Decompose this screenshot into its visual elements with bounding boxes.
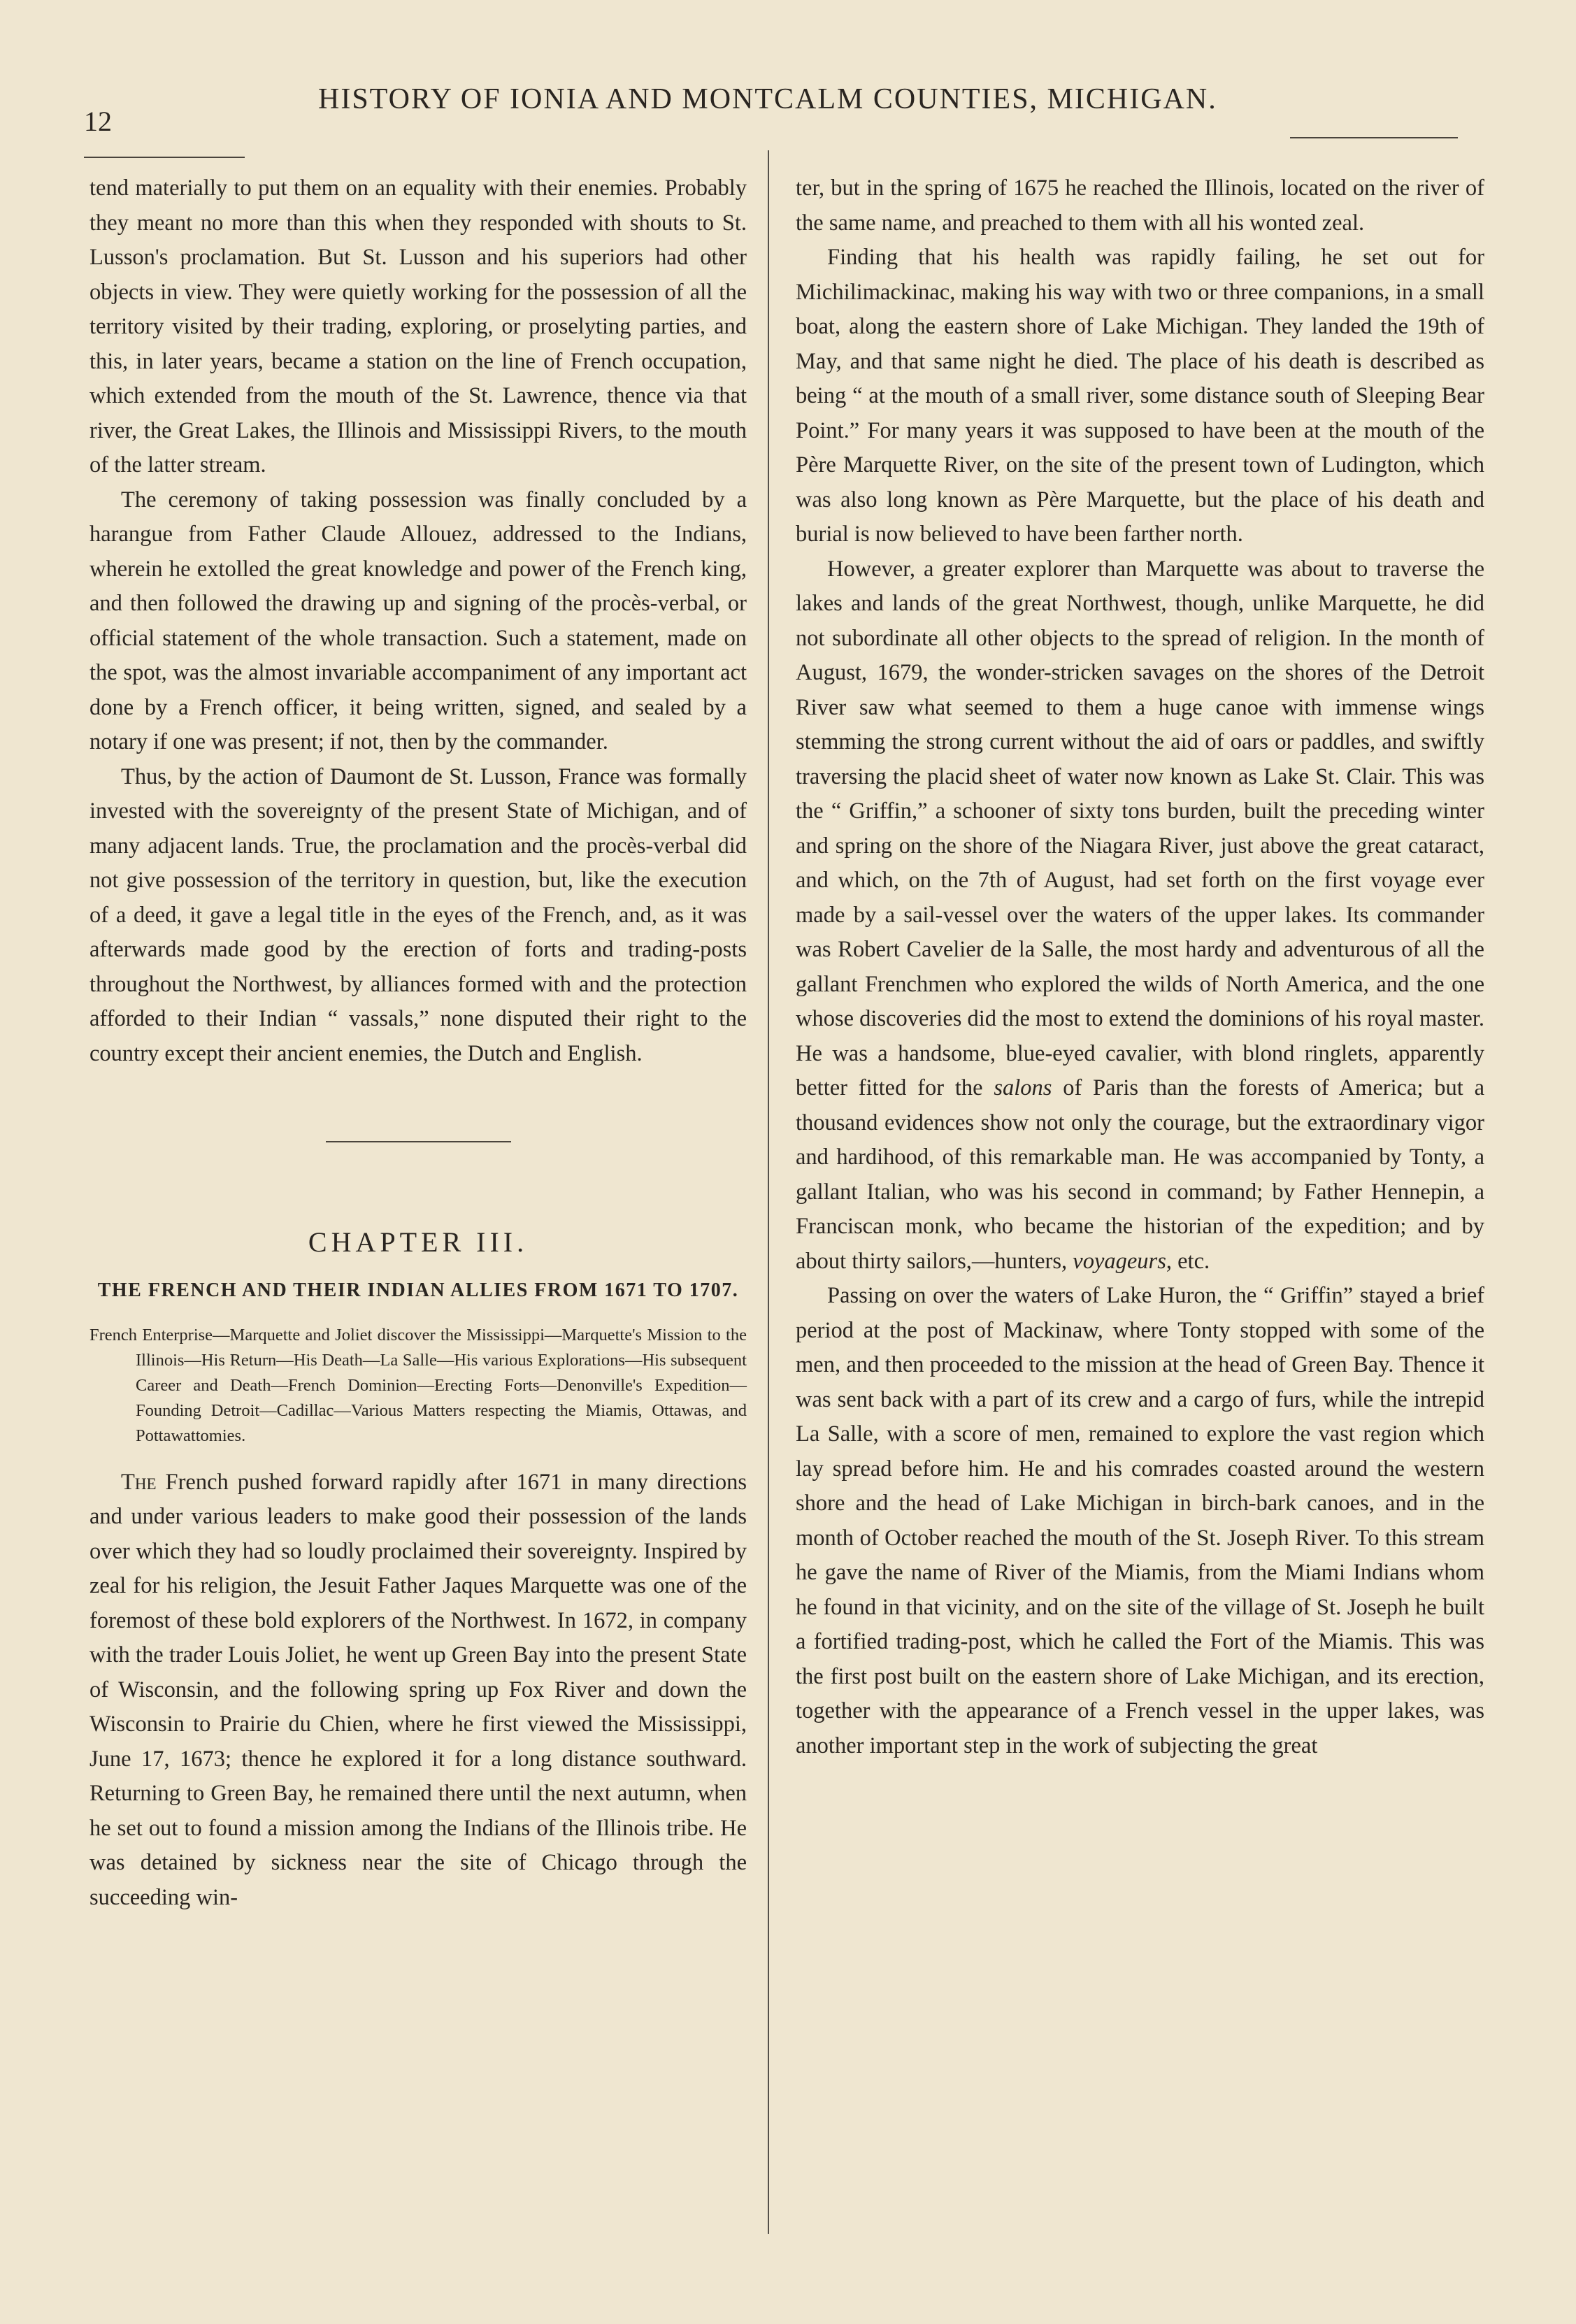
- head-rule-right: [1290, 137, 1458, 138]
- italic-term: salons: [994, 1075, 1052, 1100]
- paragraph: [89, 1465, 747, 1916]
- paragraph: [796, 552, 1484, 1279]
- italic-term: voyageurs: [1073, 1248, 1166, 1274]
- left-column: [89, 171, 747, 1915]
- paragraph: The ceremony of taking possession was finally concluded by a harangue from Father Claude Allouez, addressed to the Indians, wherein he extolled the great knowledge and power of the French king, and then followed the drawing up and signing of the procès-verbal, or official statement of the whole transaction. Such a statement, made on the spot, was the almost invariable accompaniment of any important act done by a French officer, it being written, signed, and sealed by a notary if one was present; if not, then by the commander.: [89, 487, 747, 754]
- column-divider: [768, 150, 769, 2234]
- paragraph-text: of Paris than the forests of America; but a thousand evidences show not only the courage, but the extraordinary vigor and hardihood, of this remarkable man. He was accompanied by Tonty, a gallant Italian, who was his second in command; by Father Hennepin, a Franciscan monk, who became the historian of the expedition; and by about thirty sailors,—hunters,: [796, 1075, 1485, 1274]
- chapter-subtitle: THE FRENCH AND THEIR INDIAN ALLIES FROM 1671 TO 1707.: [97, 1279, 739, 1301]
- paragraph: ter, but in the spring of 1675 he reached the Illinois, located on the river of the same name, and preached to them with all his wonted zeal.: [796, 175, 1484, 236]
- paragraph-text: However, a greater explorer than Marquette was about to traverse the lakes and lands of the great Northwest, though, unlike Marquette, he did not subordinate all other objects to the spread of religion. In the month of August, 1679, the wonder-stricken savages on the shores of the Detroit River saw what seemed to them a huge canoe with immense wings stemming the strong current without the aid of oars or paddles, and swiftly traversing the placid sheet of water now known as Lake St. Clair. This was the “ Griffin,” a schooner of sixty tons burden, built the preceding winter and spring on the shore of the Niagara River, just above the great cataract, and which, on the 7th of August, had set forth on the first voyage ever made by a sail-vessel over the waters of the upper lakes. Its commander was Robert Cavelier de la Salle, the most hardy and adventurous of all the gallant Frenchmen who explored the wilds of North America, and the one whose discoveries did the most to extend the dominions of his royal master. He was a handsome, blue-eyed cavalier, with blond ringlets, apparently better fitted for the: [796, 556, 1484, 1100]
- chapter-synopsis: French Enterprise—Marquette and Joliet discover the Mississippi—Marquette's Mission to the Illinois—His Return—His Death—La Salle—His various Explorations—His subsequent Career and Death—French Dominion—Erecting Forts—Denonville's Expedition—Founding Detroit—Cadillac—Various Matters respecting the Miamis, Ottawas, and Pottawattomies.: [89, 1325, 747, 1445]
- right-column: [796, 171, 1484, 1763]
- head-rule-left: [84, 157, 245, 158]
- section-rule: [326, 1141, 511, 1142]
- paragraph: Finding that his health was rapidly failing, he set out for Michilimackinac, making his way with two or three companions, in a small boat, along the eastern shore of Lake Michigan. They landed the 19th of May, and that same night he died. The place of his death is described as being “ at the mouth of a small river, some distance south of Sleeping Bear Point.” For many years it was supposed to have been at the mouth of the Père Marquette River, on the site of the present town of Ludington, which was also long known as Père Marquette, but the place of his death and burial is now believed to have been farther north.: [796, 245, 1484, 547]
- paragraph-text: French pushed forward rapidly after 1671 in many directions and under various leaders to make good their possession of the lands over which they had so loudly proclaimed their sovereignty. Inspired by zeal for his religion, the Jesuit Father Jaques Marquette was one of the foremost of these bold explorers of the Northwest. In 1672, in company with the trader Louis Joliet, he went up Green Bay into the present State of Wisconsin, and the following spring up Fox River and down the Wisconsin to Prairie du Chien, where he first viewed the Mississippi, June 17, 1673; thence he explored it for a long distance southward. Returning to Green Bay, he remained there until the next autumn, when he set out to found a mission among the Indians of the Illinois tribe. He was detained by sickness near the site of Chicago through the succeeding win-: [89, 1469, 747, 1910]
- paragraph: Thus, by the action of Daumont de St. Lusson, France was formally invested with the sovereignty of the present State of Michigan, and of many adjacent lands. True, the proclamation and the procès-verbal did not give possession of the territory in question, but, like the execution of a deed, it gave a legal title in the eyes of the French, and, as it was afterwards made good by the erection of forts and trading-posts throughout the Northwest, by alliances formed with and the protection afforded to their Indian “ vassals,” none disputed their right to the country except their ancient enemies, the Dutch and English.: [89, 763, 747, 1066]
- paragraph-text: , etc.: [1166, 1248, 1210, 1274]
- running-head: HISTORY OF IONIA AND MONTCALM COUNTIES, MICHIGAN.: [318, 83, 1217, 115]
- paragraph: tend materially to put them on an equality with their enemies. Probably they meant no more than this when they responded with shouts to St. Lusson's proclamation. But St. Lusson and his superiors had other objects in view. They were quietly working for the possession of all the territory visited by their trading, exploring, or proselyting parties, and this, in later years, became a station on the line of French occupation, which extended from the mouth of the St. Lawrence, thence via that river, the Great Lakes, the Illinois and Mississippi Rivers, to the mouth of the latter stream.: [89, 175, 747, 478]
- lead-word: The: [121, 1469, 157, 1495]
- page-number: 12: [84, 106, 112, 137]
- paragraph: Passing on over the waters of Lake Huron, the “ Griffin” stayed a brief period at the post of Mackinaw, where Tonty stopped with some of the men, and then proceeded to the mission at the head of Green Bay. Thence it was sent back with a part of its crew and a cargo of furs, while the intrepid La Salle, with a score of men, remained to explore the vast region which lay spread before him. He and his comrades coasted around the western shore and the head of Lake Michigan in birch-bark canoes, and in the month of October reached the mouth of the St. Joseph River. To this stream he gave the name of River of the Miamis, from the Miami Indians whom he found in that vicinity, and on the site of the village of St. Joseph he built a fortified trading-post, which he called the Fort of the Miamis. This was the first post built on the eastern shore of Lake Michigan, and its erection, together with the appearance of a French vessel in the upper lakes, was another important step in the work of subjecting the great: [796, 1283, 1484, 1758]
- chapter-title: CHAPTER III.: [308, 1226, 529, 1258]
